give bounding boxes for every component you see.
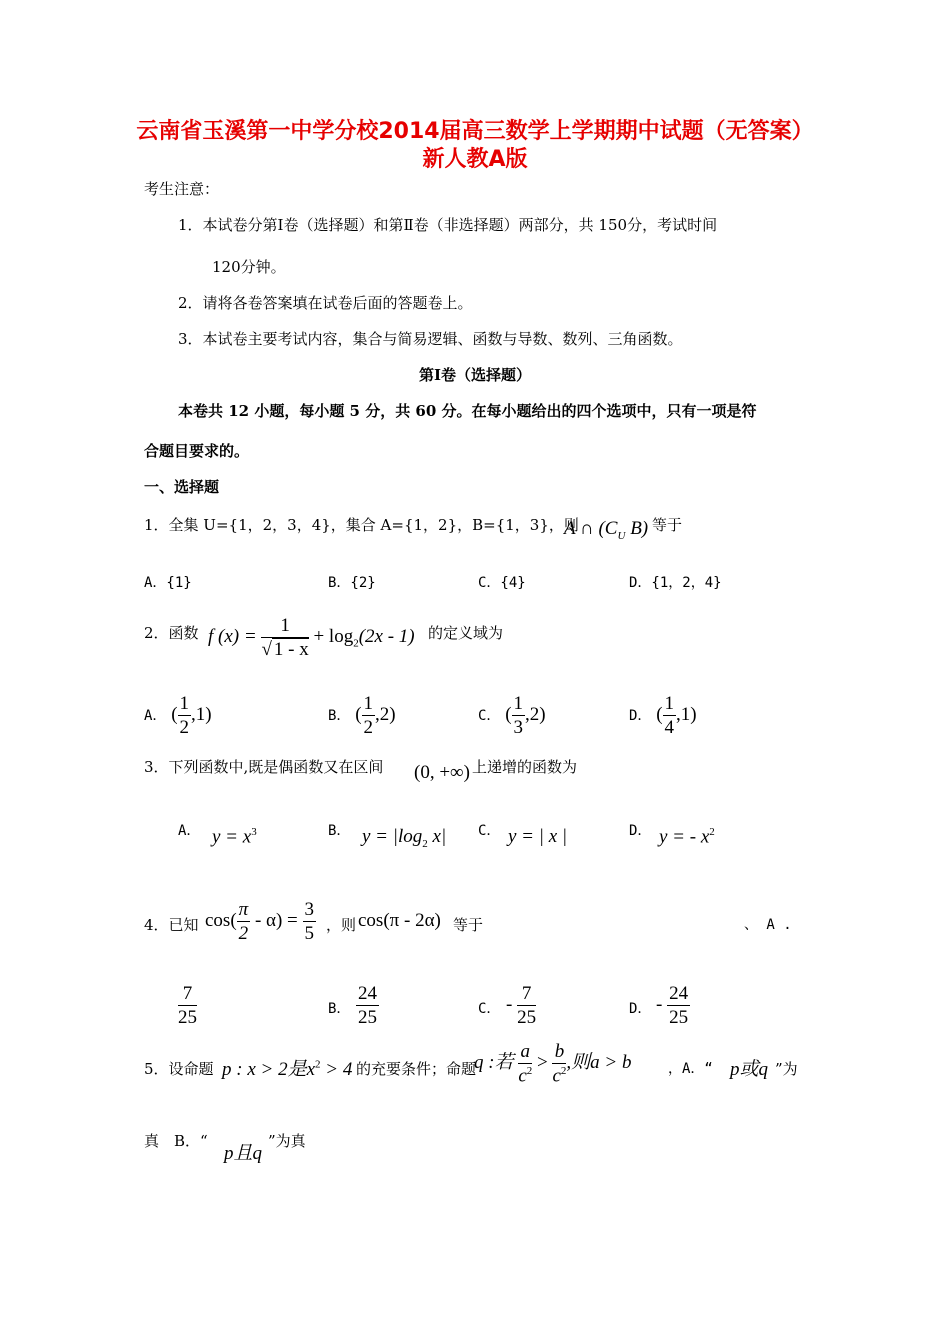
section-heading: 一、选择题 [144,478,220,496]
q5-mid: 的充要条件；命题 [356,1060,477,1078]
q4-option-c: - $\frac{7}{25}$ [506,983,537,1028]
q5-q: q :若 $\frac{a}{c^2}$ > $\frac{b}{c^2}$ ,则a > b [474,1041,632,1087]
part1-heading: 第Ⅰ卷（选择题） [418,366,532,384]
q3-option-d: y = - $x^2$ [659,826,715,848]
notice-item-2: 2．请将各卷答案填在试卷后面的答题卷上。 [178,294,473,312]
q4-option-c-label: C． [478,1001,501,1017]
notice-heading: 考生注意： [144,180,220,198]
q4-target: cos(π - 2α) [358,910,441,931]
q1-option-a: A．{1} [144,575,192,591]
q4-given: cos( $\frac{\pi}{2}$ - α) = $\frac{3}{5}$ [205,899,315,944]
q2-option-b: B． ( $\frac{1}{2}$ ,2) [328,693,396,738]
notice-item-1-cont: 120分钟。 [212,258,286,276]
q1-stem: 1．全集 U={1，2，3，4}，集合 A={1，2}，B={1，3}，则 [144,516,579,534]
q4-option-b-label: B． [328,1001,351,1017]
q5-p-and-q: p且q [224,1143,263,1164]
q3-stem: 3．下列函数中,既是偶函数又在区间 [144,758,384,776]
q3-option-b-label: B． [328,823,351,839]
q2-stem: 2．函数 [144,624,199,642]
q2-option-c: C． ( $\frac{1}{3}$ ,2) [478,693,546,738]
q5-option-a: ，A．“ [668,1061,713,1077]
q3-option-a-label: A． [178,823,201,839]
q2-function: f (x) = $\frac{1}{√ 1 - x}$ + $\log_2(2x - 1)$ [208,615,415,660]
q3-option-c: y = | x | [508,826,568,847]
q3-option-b: $y = |\log_2$ x| [362,826,447,850]
notice-item-1: 1．本试卷分第Ⅰ卷（选择题）和第Ⅱ卷（非选择题）两部分，共 150分，考试时间 [178,216,718,234]
q3-option-a: $y = x^3$ [212,826,257,848]
q1-expression: A ∩ ($C_U$ B) [564,518,649,542]
q2-option-d: D． ( $\frac{1}{4}$ ,1) [629,693,697,738]
q5-option-a-end: ”为 [775,1060,798,1078]
q4-option-d-label: D． [629,1001,652,1017]
q4-mid: ，则 [326,916,357,934]
q4-stem: 4．已知 [144,916,199,934]
q5-p-or-q: p或q [730,1059,769,1080]
q2-suffix: 的定义域为 [428,624,504,642]
part1-desc-cont: 合题目要求的。 [144,442,250,460]
q5-line2-end: ”为真 [268,1132,306,1150]
q1-option-d: D．{1，2，4} [629,575,722,591]
q5-line2-start: 真 B．“ [144,1132,208,1150]
q2-option-a: A． ( $\frac{1}{2}$ ,1) [144,693,212,738]
q4-suffix: 等于 [453,916,484,934]
q3-interval: (0, +∞) [414,762,470,783]
q4-option-d: - $\frac{24}{25}$ [656,983,689,1028]
q5-stem: 5．设命题 [144,1060,214,1078]
q3-suffix: 上递增的函数为 [472,758,578,776]
notice-item-3: 3．本试卷主要考试内容，集合与简易逻辑、函数与导数、数列、三角函数。 [178,330,683,348]
q4-option-a: $\frac{7}{25}$ [178,983,197,1028]
part1-desc: 本卷共 12 小题，每小题 5 分，共 60 分。在每小题给出的四个选项中，只有一项是符 [178,402,757,420]
q3-option-c-label: C． [478,823,501,839]
q1-option-c: C．{4} [478,575,526,591]
q4-option-b: $\frac{24}{25}$ [358,983,377,1028]
q1-suffix: 等于 [652,516,683,534]
q5-p: p : x > 2是$x^2 > 4$ [222,1058,353,1080]
q3-option-d-label: D． [629,823,652,839]
document-title: 云南省玉溪第一中学分校2014届高三数学上学期期中试题（无答案）新人教A版 [136,119,814,172]
q1-option-b: B．{2} [328,575,376,591]
q4-trail: 、 A . [744,917,792,933]
